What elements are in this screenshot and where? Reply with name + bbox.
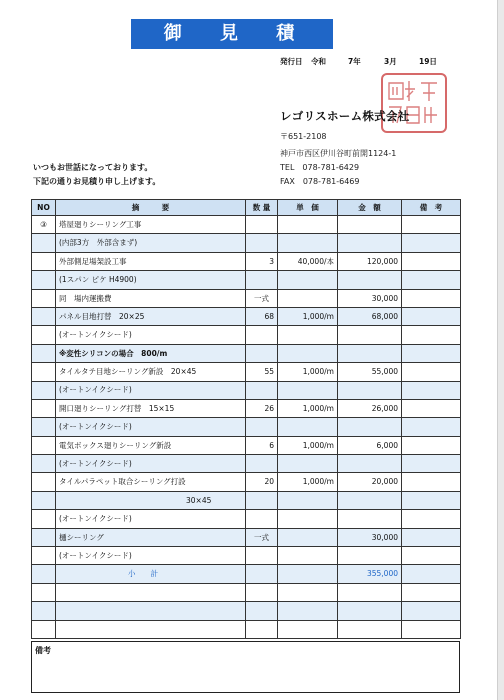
cell-note bbox=[402, 418, 461, 436]
remarks-box bbox=[31, 641, 460, 693]
cell-description: (オートンイクシード) bbox=[56, 510, 246, 528]
table-row bbox=[32, 528, 461, 546]
cell-note bbox=[402, 344, 461, 362]
cell-description: (1スパン ピケ H4900) bbox=[56, 271, 246, 289]
cell-amount bbox=[338, 381, 402, 399]
issue-date-era: 令和 bbox=[311, 57, 326, 66]
header-no: NO bbox=[32, 200, 56, 216]
cell-amount: 68,000 bbox=[338, 307, 402, 325]
cell-description: (内部3方 外部含まず) bbox=[56, 234, 246, 252]
page-edge bbox=[497, 0, 504, 700]
cell-description: (オートンイクシード) bbox=[56, 455, 246, 473]
cell-unit-price: 1,000/m bbox=[278, 473, 338, 491]
table-row bbox=[32, 583, 461, 601]
cell-quantity bbox=[246, 602, 278, 620]
cell-quantity: 20 bbox=[246, 473, 278, 491]
cell-quantity: 6 bbox=[246, 436, 278, 454]
table-row bbox=[32, 510, 461, 528]
cell-quantity bbox=[246, 455, 278, 473]
cell-note bbox=[402, 381, 461, 399]
cell-unit-price bbox=[278, 418, 338, 436]
cell-amount bbox=[338, 271, 402, 289]
cell-no bbox=[32, 583, 56, 601]
cell-unit-price bbox=[278, 271, 338, 289]
cell-description: 樋シーリング bbox=[56, 528, 246, 546]
cell-unit-price bbox=[278, 547, 338, 565]
cell-unit-price: 1,000/m bbox=[278, 399, 338, 417]
cell-no bbox=[32, 510, 56, 528]
table-row bbox=[32, 326, 461, 344]
cell-description: (オートンイクシード) bbox=[56, 381, 246, 399]
table-row bbox=[32, 381, 461, 399]
cell-unit-price bbox=[278, 510, 338, 528]
cell-unit-price bbox=[278, 455, 338, 473]
cell-quantity bbox=[246, 216, 278, 234]
cell-quantity bbox=[246, 565, 278, 583]
cell-note bbox=[402, 252, 461, 270]
cell-quantity: 一式 bbox=[246, 528, 278, 546]
table-row bbox=[32, 234, 461, 252]
header-amount: 金 額 bbox=[338, 200, 402, 216]
cell-note bbox=[402, 620, 461, 638]
cell-quantity: 一式 bbox=[246, 289, 278, 307]
table-header-row bbox=[32, 200, 461, 216]
cell-note bbox=[402, 216, 461, 234]
cell-no: ③ bbox=[32, 216, 56, 234]
cell-unit-price bbox=[278, 620, 338, 638]
table-row bbox=[32, 399, 461, 417]
cell-note bbox=[402, 528, 461, 546]
cell-no bbox=[32, 620, 56, 638]
cell-description: タイルタテ目地シーリング新設 20×45 bbox=[56, 363, 246, 381]
cell-no bbox=[32, 326, 56, 344]
cell-unit-price bbox=[278, 289, 338, 307]
cell-no bbox=[32, 381, 56, 399]
cell-note bbox=[402, 234, 461, 252]
cell-amount: 30,000 bbox=[338, 528, 402, 546]
cell-note bbox=[402, 510, 461, 528]
cell-description: パネル目地打替 20×25 bbox=[56, 307, 246, 325]
cell-no bbox=[32, 436, 56, 454]
company-tel: TEL 078-781-6429 bbox=[280, 163, 360, 172]
cell-unit-price bbox=[278, 602, 338, 620]
cell-note bbox=[402, 326, 461, 344]
cell-no bbox=[32, 418, 56, 436]
issue-date-year: 7年 bbox=[348, 57, 361, 66]
cell-quantity: 3 bbox=[246, 252, 278, 270]
cell-amount bbox=[338, 583, 402, 601]
cell-description: (オートンイクシード) bbox=[56, 418, 246, 436]
table-row bbox=[32, 216, 461, 234]
cell-no bbox=[32, 307, 56, 325]
cell-description: (オートンイクシード) bbox=[56, 326, 246, 344]
cell-note bbox=[402, 547, 461, 565]
cell-quantity: 55 bbox=[246, 363, 278, 381]
cell-unit-price: 1,000/m bbox=[278, 363, 338, 381]
table-row bbox=[32, 491, 461, 509]
cell-amount bbox=[338, 491, 402, 509]
cell-note bbox=[402, 399, 461, 417]
cell-description: 外部側足場架設工事 bbox=[56, 252, 246, 270]
cell-note bbox=[402, 271, 461, 289]
table-row bbox=[32, 620, 461, 638]
cell-no bbox=[32, 602, 56, 620]
cell-description: 電気ボックス廻りシーリング新設 bbox=[56, 436, 246, 454]
cell-description: 30×45 bbox=[56, 491, 246, 509]
cell-no bbox=[32, 271, 56, 289]
cell-no bbox=[32, 234, 56, 252]
cell-no bbox=[32, 565, 56, 583]
cell-note bbox=[402, 289, 461, 307]
table-row bbox=[32, 252, 461, 270]
greeting-line-2: 下記の通りお見積り申し上げます。 bbox=[33, 177, 161, 186]
issue-date-label: 発行日 bbox=[280, 57, 303, 66]
greeting-line-1: いつもお世話になっております。 bbox=[33, 163, 153, 172]
cell-no bbox=[32, 491, 56, 509]
cell-description bbox=[56, 602, 246, 620]
subtotal-label: 小 計 bbox=[56, 565, 246, 583]
table-row bbox=[32, 363, 461, 381]
cell-amount bbox=[338, 455, 402, 473]
cell-unit-price bbox=[278, 528, 338, 546]
cell-amount bbox=[338, 510, 402, 528]
cell-amount bbox=[338, 234, 402, 252]
table-row bbox=[32, 289, 461, 307]
cell-amount: 30,000 bbox=[338, 289, 402, 307]
cell-unit-price bbox=[278, 491, 338, 509]
remarks-label: 備考 bbox=[35, 646, 51, 655]
cell-quantity bbox=[246, 491, 278, 509]
cell-note bbox=[402, 363, 461, 381]
cell-note bbox=[402, 491, 461, 509]
cell-note bbox=[402, 583, 461, 601]
cell-amount: 26,000 bbox=[338, 399, 402, 417]
table-row bbox=[32, 271, 461, 289]
header-description: 摘 要 bbox=[56, 200, 246, 216]
table-row bbox=[32, 418, 461, 436]
cell-no bbox=[32, 344, 56, 362]
table-row bbox=[32, 473, 461, 491]
company-seal bbox=[381, 73, 447, 133]
cell-note bbox=[402, 307, 461, 325]
cell-amount: 55,000 bbox=[338, 363, 402, 381]
cell-unit-price bbox=[278, 583, 338, 601]
cell-amount bbox=[338, 418, 402, 436]
cell-description: タイルパラペット取合シーリング打設 bbox=[56, 473, 246, 491]
document-title: 御 見 積 書 bbox=[131, 19, 333, 49]
cell-unit-price bbox=[278, 216, 338, 234]
cell-unit-price bbox=[278, 381, 338, 399]
cell-no bbox=[32, 547, 56, 565]
cell-no bbox=[32, 252, 56, 270]
cell-note bbox=[402, 455, 461, 473]
cell-quantity bbox=[246, 510, 278, 528]
cell-unit-price bbox=[278, 344, 338, 362]
cell-amount bbox=[338, 326, 402, 344]
issue-date-day: 19日 bbox=[419, 57, 437, 66]
cell-quantity bbox=[246, 344, 278, 362]
cell-no bbox=[32, 528, 56, 546]
header-remarks: 備 考 bbox=[402, 200, 461, 216]
cell-no bbox=[32, 399, 56, 417]
table-row bbox=[32, 547, 461, 565]
cell-quantity bbox=[246, 234, 278, 252]
company-address: 神戸市西区伊川谷町前開1124-1 bbox=[280, 149, 397, 158]
table-row-subtotal bbox=[32, 565, 461, 583]
cell-amount bbox=[338, 344, 402, 362]
cell-quantity bbox=[246, 418, 278, 436]
cell-description: 塔屋廻りシーリング工事 bbox=[56, 216, 246, 234]
cell-amount bbox=[338, 547, 402, 565]
cell-no bbox=[32, 289, 56, 307]
cell-unit-price bbox=[278, 234, 338, 252]
table-row bbox=[32, 307, 461, 325]
table-row bbox=[32, 455, 461, 473]
cell-amount: 20,000 bbox=[338, 473, 402, 491]
cell-amount: 6,000 bbox=[338, 436, 402, 454]
cell-description: ※変性シリコンの場合 800/m bbox=[56, 344, 246, 362]
cell-unit-price: 1,000/m bbox=[278, 307, 338, 325]
table-row bbox=[32, 602, 461, 620]
header-quantity: 数 量 bbox=[246, 200, 278, 216]
cell-no bbox=[32, 473, 56, 491]
cell-quantity: 26 bbox=[246, 399, 278, 417]
cell-unit-price: 1,000/m bbox=[278, 436, 338, 454]
estimate-table bbox=[31, 199, 461, 639]
cell-unit-price bbox=[278, 565, 338, 583]
table-row bbox=[32, 436, 461, 454]
subtotal-amount: 355,000 bbox=[338, 565, 402, 583]
cell-note bbox=[402, 565, 461, 583]
cell-amount bbox=[338, 602, 402, 620]
company-postal: 〒651-2108 bbox=[280, 132, 327, 141]
cell-quantity bbox=[246, 381, 278, 399]
cell-description bbox=[56, 620, 246, 638]
cell-note bbox=[402, 436, 461, 454]
cell-amount: 120,000 bbox=[338, 252, 402, 270]
cell-description bbox=[56, 583, 246, 601]
header-unit-price: 単 価 bbox=[278, 200, 338, 216]
company-fax: FAX 078-781-6469 bbox=[280, 177, 360, 186]
cell-amount bbox=[338, 620, 402, 638]
cell-note bbox=[402, 473, 461, 491]
cell-amount bbox=[338, 216, 402, 234]
cell-description: (オートンイクシード) bbox=[56, 547, 246, 565]
cell-quantity bbox=[246, 620, 278, 638]
cell-unit-price bbox=[278, 326, 338, 344]
cell-no bbox=[32, 455, 56, 473]
cell-quantity bbox=[246, 583, 278, 601]
cell-no bbox=[32, 363, 56, 381]
cell-quantity bbox=[246, 326, 278, 344]
table-row bbox=[32, 344, 461, 362]
cell-description: 開口廻りシーリング打替 15×15 bbox=[56, 399, 246, 417]
cell-description: 同 場内運搬費 bbox=[56, 289, 246, 307]
cell-unit-price: 40,000/本 bbox=[278, 252, 338, 270]
cell-quantity bbox=[246, 547, 278, 565]
company-name: レゴリスホーム株式会社 bbox=[280, 109, 410, 123]
issue-date-month: 3月 bbox=[384, 57, 397, 66]
cell-note bbox=[402, 602, 461, 620]
cell-quantity bbox=[246, 271, 278, 289]
cell-quantity: 68 bbox=[246, 307, 278, 325]
